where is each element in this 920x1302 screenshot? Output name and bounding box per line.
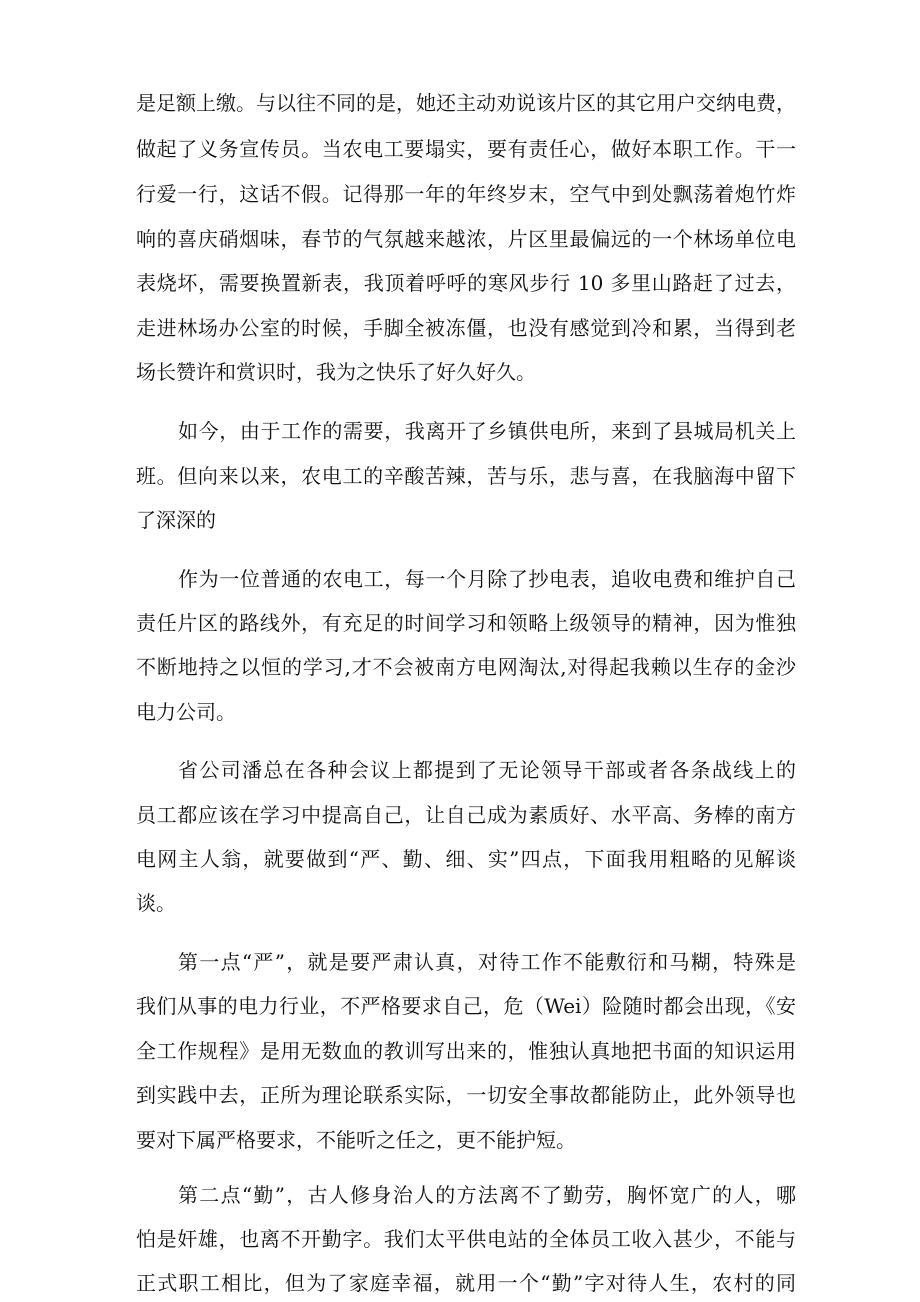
text-line: 走进林场办公室的时候，手脚全被冻僵，也没有感觉到冷和累，当得到老 — [136, 316, 796, 340]
text-line: 怕是奸雄，也离不开勤字。我们太平供电站的全体员工收入甚少，不能与 — [136, 1227, 796, 1251]
text-line: 正式职工相比，但为了家庭幸福，就用一个“勤”字对待人生，农村的同 — [136, 1271, 796, 1295]
text-line: 行爱一行，这话不假。记得那一年的年终岁末，空气中到处飘荡着炮竹炸 — [136, 182, 796, 206]
paragraph-first-line: 第二点“勤”，古人修身治人的方法离不了勤劳，胸怀宽广的人，哪 — [178, 1183, 796, 1207]
text-line: 我们从事的电力行业，不严格要求自己，危（Wei）险随时都会出现，《安 — [136, 994, 796, 1018]
text-line: 不断地持之以恒的学习,才不会被南方电网淘汰,对得起我赖以生存的金沙 — [136, 655, 796, 679]
paragraph-first-line: 如今，由于工作的需要，我离开了乡镇供电所，来到了县城局机关上 — [178, 419, 796, 443]
text-line: 班。但向来以来，农电工的辛酸苦辣，苦与乐，悲与喜，在我脑海中留下 — [136, 464, 796, 488]
text-line: 电网主人翁，就要做到“严、勤、细、实”四点，下面我用粗略的见解谈 — [136, 847, 796, 871]
text-line: 责任片区的路线外，有充足的时间学习和领略上级领导的精神，因为惟独 — [136, 611, 796, 635]
paragraph-first-line: 作为一位普通的农电工，每一个月除了抄电表，追收电费和维护自己 — [178, 567, 796, 591]
text-line: 响的喜庆硝烟味，春节的气氛越来越浓，片区里最偏远的一个林场单位电 — [136, 227, 796, 251]
text-line: 电力公司。 — [136, 700, 236, 724]
text-line: 是足额上缴。与以往不同的是，她还主动劝说该片区的其它用户交纳电费， — [136, 91, 796, 115]
text-line: 到实践中去，正所为理论联系实际，一切安全事故都能防止，此外领导也 — [136, 1083, 796, 1107]
text-line: 全工作规程》是用无数血的教训写出来的，惟独认真地把书面的知识运用 — [136, 1039, 796, 1063]
text-line: 员工都应该在学习中提高自己，让自己成为素质好、水平高、务棒的南方 — [136, 803, 796, 827]
text-line: 做起了义务宣传员。当农电工要塌实，要有责任心，做好本职工作。干一 — [136, 137, 796, 161]
text-line: 了深深的 — [136, 508, 216, 532]
text-line: 要对下属严格要求，不能听之任之，更不能护短。 — [136, 1128, 576, 1152]
paragraph-first-line: 省公司潘总在各种会议上都提到了无论领导干部或者各条战线上的 — [178, 758, 796, 782]
text-line: 场长赞许和赏识时，我为之快乐了好久好久。 — [136, 360, 536, 384]
text-line: 表烧坏，需要换置新表，我顶着呼呼的寒风步行 10 多里山路赶了过去， — [136, 271, 796, 295]
text-line: 谈。 — [136, 891, 176, 915]
paragraph-first-line: 第一点“严”，就是要严肃认真，对待工作不能敷衍和马糊，特殊是 — [178, 950, 796, 974]
